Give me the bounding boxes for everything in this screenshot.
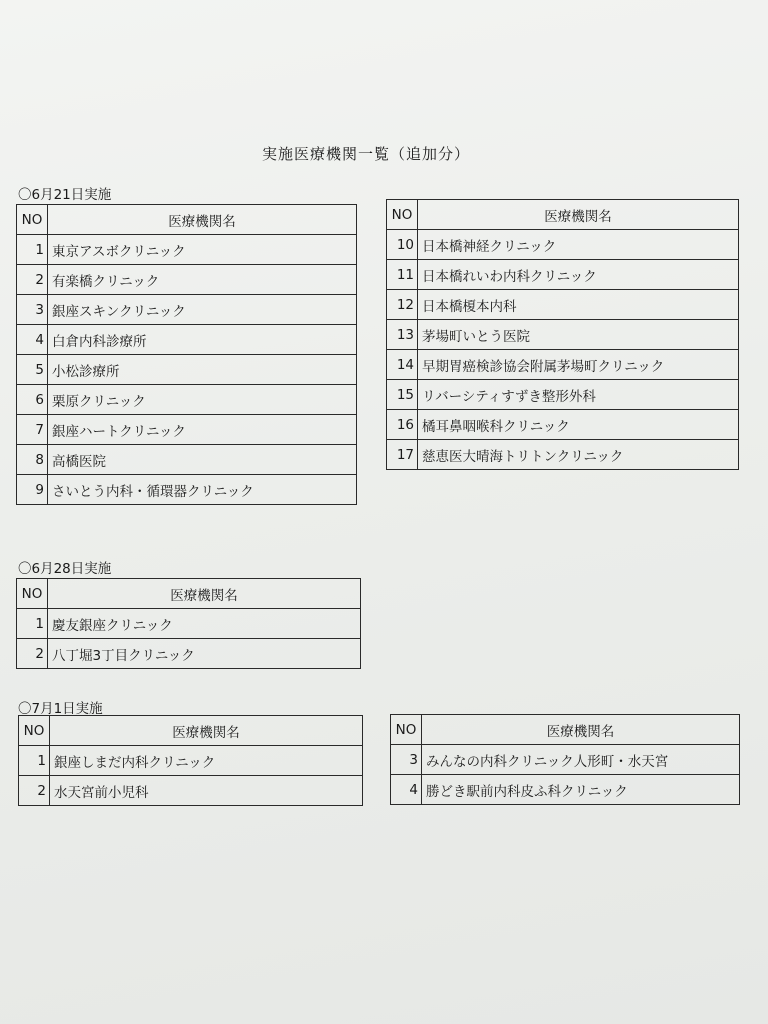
row-number: 2 [17,265,48,295]
table-row [19,746,363,776]
column-header-name: 医療機関名 [48,205,357,235]
institution-name: 銀座しまだ内科クリニック [50,746,363,776]
table-header-row [17,205,357,235]
table-row [17,415,357,445]
row-number: 9 [17,475,48,505]
table-row [17,235,357,265]
row-number: 14 [387,350,418,380]
table-row [387,320,739,350]
table-july1-left [18,715,363,806]
table-row [387,440,739,470]
column-header-name: 医療機関名 [422,715,740,745]
row-number: 10 [387,230,418,260]
column-header-no: NO [17,205,48,235]
row-number: 3 [17,295,48,325]
table-july1-right [390,714,740,805]
row-number: 4 [391,775,422,805]
column-header-no: NO [391,715,422,745]
table-row [387,350,739,380]
row-number: 11 [387,260,418,290]
table-row [17,265,357,295]
table-row [17,445,357,475]
institution-name: 小松診療所 [48,355,357,385]
column-header-no: NO [17,579,48,609]
column-header-no: NO [19,716,50,746]
row-number: 2 [17,639,48,669]
table-row [17,475,357,505]
table-row [387,290,739,320]
section-label-june21: 〇6月21日実施 [18,187,112,203]
institution-name: 勝どき駅前内科皮ふ科クリニック [422,775,740,805]
document-title: 実施医療機関一覧（追加分） [261,145,470,163]
institution-name: 東京アスボクリニック [48,235,357,265]
table-row [17,639,361,669]
table-row [17,385,357,415]
institution-name: リバーシティすずき整形外科 [418,380,739,410]
row-number: 16 [387,410,418,440]
table-header-row [391,715,740,745]
table-row [387,230,739,260]
row-number: 4 [17,325,48,355]
table-row [387,260,739,290]
row-number: 1 [17,609,48,639]
section-label-june28: 〇6月28日実施 [18,561,112,577]
row-number: 8 [17,445,48,475]
table-header-row [387,200,739,230]
table-row [19,776,363,806]
table-row [391,775,740,805]
institution-name: 早期胃癌検診協会附属茅場町クリニック [418,350,739,380]
table-june21-left [16,204,357,505]
institution-name: 橘耳鼻咽喉科クリニック [418,410,739,440]
table-header-row [17,579,361,609]
institution-name: 日本橋榎本内科 [418,290,739,320]
column-header-name: 医療機関名 [50,716,363,746]
table-june21-right [386,199,739,470]
institution-name: 銀座ハートクリニック [48,415,357,445]
institution-name: 日本橋れいわ内科クリニック [418,260,739,290]
table-header-row [19,716,363,746]
row-number: 1 [17,235,48,265]
institution-name: 日本橋神経クリニック [418,230,739,260]
institution-name: 有楽橋クリニック [48,265,357,295]
institution-name: 八丁堀3丁目クリニック [48,639,361,669]
row-number: 5 [17,355,48,385]
row-number: 6 [17,385,48,415]
institution-name: 銀座スキンクリニック [48,295,357,325]
table-row [17,355,357,385]
institution-name: さいとう内科・循環器クリニック [48,475,357,505]
row-number: 13 [387,320,418,350]
table-row [17,295,357,325]
institution-name: 栗原クリニック [48,385,357,415]
table-row [17,325,357,355]
institution-name: 慶友銀座クリニック [48,609,361,639]
column-header-no: NO [387,200,418,230]
table-row [391,745,740,775]
table-row [387,410,739,440]
row-number: 2 [19,776,50,806]
row-number: 15 [387,380,418,410]
section-label-july1: 〇7月1日実施 [18,701,103,717]
institution-name: 白倉内科診療所 [48,325,357,355]
institution-name: 高橋医院 [48,445,357,475]
row-number: 7 [17,415,48,445]
table-june28 [16,578,361,669]
row-number: 17 [387,440,418,470]
institution-name: 茅場町いとう医院 [418,320,739,350]
table-row [17,609,361,639]
table-row [387,380,739,410]
institution-name: 水天宮前小児科 [50,776,363,806]
institution-name: みんなの内科クリニック人形町・水天宮 [422,745,740,775]
row-number: 3 [391,745,422,775]
column-header-name: 医療機関名 [48,579,361,609]
column-header-name: 医療機関名 [418,200,739,230]
institution-name: 慈恵医大晴海トリトンクリニック [418,440,739,470]
row-number: 12 [387,290,418,320]
row-number: 1 [19,746,50,776]
